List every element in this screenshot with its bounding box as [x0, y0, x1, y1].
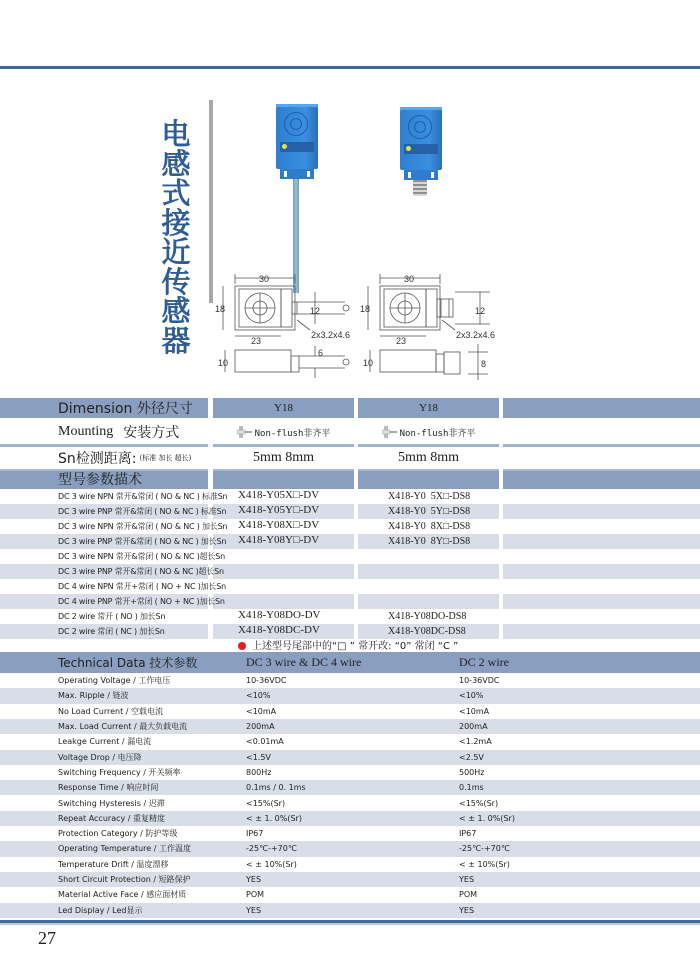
model-description: DC 3 wire NPN 常开&常闭 ( NO & NC )超长Sn — [58, 552, 226, 561]
sn-sublabel: (标准 加长 超长) — [139, 454, 192, 462]
model-description: DC 3 wire PNP 常开&常闭 ( NO & NC ) 加长Sn — [58, 537, 227, 546]
dim-pitch: 12 — [475, 306, 486, 316]
value-dc3-dc4: 0.1ms / 0. 1ms — [246, 783, 306, 793]
value-dc2: <15%(Sr) — [459, 798, 499, 808]
non-flush-mount-icon — [382, 426, 398, 438]
value-dc2: <10% — [459, 691, 484, 701]
value-dc2: POM — [459, 890, 478, 900]
technical-row — [0, 673, 700, 688]
model-header-label: 型号参数描术 — [58, 472, 142, 488]
model-row — [0, 564, 700, 579]
value-dc3-dc4: IP67 — [246, 829, 264, 839]
sensing-distance-label — [58, 447, 191, 469]
title-char: 感 — [161, 146, 191, 181]
value-dc3-dc4: YES — [246, 875, 262, 885]
dimension-row — [0, 398, 700, 418]
model-suffix-note — [238, 637, 458, 652]
value-dc3-dc4: 10-36VDC — [246, 676, 287, 686]
technical-row — [0, 734, 700, 749]
model-code-ds8: X418-Y08DC-DS8 — [388, 626, 466, 637]
model-code-dv: X418-Y05X□-DV — [238, 488, 320, 501]
dim-height: 18 — [360, 304, 371, 314]
note-text: 上述型号尾部中的“□ ” 常开改: “0” 常闭 “C ” — [252, 641, 459, 652]
value-dc2: YES — [459, 905, 475, 915]
technical-header-col2: DC 2 wire — [459, 655, 509, 669]
led-indicator — [406, 146, 411, 151]
model-description: DC 2 wire 常开 ( NO ) 加长Sn — [58, 612, 166, 621]
value-dc3-dc4: <0.01mA — [246, 737, 284, 747]
value-dc3-dc4: POM — [246, 890, 265, 900]
parameter-name: Temperature Drift / 温度漂移 — [58, 859, 169, 869]
dim-height: 18 — [215, 304, 226, 314]
model-code-dv: X418-Y08DC-DV — [238, 623, 320, 636]
value-dc3-dc4: YES — [246, 905, 262, 915]
value-dc3-dc4: -25℃-+70℃ — [246, 844, 297, 854]
dimension-col1: Y18 — [274, 402, 293, 414]
sensor-photo-connector — [397, 107, 447, 197]
mounting-value: Non-flush非齐平 — [399, 428, 476, 439]
parameter-name: No Load Current / 空载电流 — [58, 706, 163, 716]
parameter-name: Short Circuit Protection / 短路保护 — [58, 875, 191, 885]
technical-row — [0, 780, 700, 795]
model-header-row — [0, 469, 700, 489]
technical-row — [0, 719, 700, 734]
model-description: DC 2 wire 常闭 ( NC ) 加长Sn — [58, 627, 165, 636]
model-row — [0, 579, 700, 594]
title-char: 器 — [161, 323, 191, 358]
dim-cable: 6 — [318, 348, 324, 358]
model-code-ds8: X418-Y0 5X□-DS8 — [388, 491, 471, 502]
parameter-name: Max. Ripple / 链波 — [58, 691, 129, 701]
led-indicator — [282, 144, 287, 149]
value-dc2: 200mA — [459, 722, 488, 732]
value-dc2: < ± 1. 0%(Sr) — [459, 813, 515, 823]
value-dc2: -25℃-+70℃ — [459, 844, 510, 854]
dim-width: 30 — [259, 274, 270, 284]
technical-row — [0, 811, 700, 826]
title-char: 接 — [161, 205, 191, 240]
mounting-label-en: Mounting — [58, 424, 114, 439]
value-dc3-dc4: <10mA — [246, 706, 277, 716]
technical-row — [0, 857, 700, 872]
model-row — [0, 534, 700, 549]
model-code-dv: X418-Y08Y□-DV — [238, 533, 320, 546]
dim-thickness: 10 — [218, 358, 229, 368]
technical-row — [0, 826, 700, 841]
technical-row — [0, 841, 700, 856]
value-dc2: <2.5V — [459, 752, 484, 762]
technical-row — [0, 872, 700, 887]
sensing-distance-row — [0, 447, 700, 469]
top-rule — [0, 66, 700, 69]
technical-row — [0, 765, 700, 780]
model-row — [0, 549, 700, 564]
mounting-col1 — [213, 420, 354, 444]
dim-connector: 8 — [481, 359, 487, 369]
bottom-rule — [0, 920, 700, 923]
mounting-row — [0, 420, 700, 444]
title-char: 式 — [161, 176, 191, 210]
dim-width: 30 — [404, 274, 415, 284]
value-dc2: 10-36VDC — [459, 676, 500, 686]
model-description: DC 4 wire PNP 常开+常闭 ( NO + NC )加长Sn — [58, 597, 225, 606]
value-dc3-dc4: <15%(Sr) — [246, 798, 286, 808]
technical-row — [0, 704, 700, 719]
technical-row — [0, 795, 700, 810]
title-char: 电 — [161, 117, 191, 151]
red-bullet-icon — [238, 642, 246, 650]
dim-inner: 23 — [251, 336, 262, 346]
dim-holes: 2x3.2x4.6 — [311, 330, 351, 340]
page-number: 27 — [38, 928, 56, 948]
value-dc2: <1.2mA — [459, 737, 492, 747]
model-code-ds8: X418-Y0 8Y□-DS8 — [388, 536, 471, 547]
page-title — [160, 117, 192, 358]
title-char: 传 — [161, 264, 191, 299]
title-char: 近 — [161, 235, 191, 269]
model-row — [0, 594, 700, 609]
model-row — [0, 489, 700, 504]
dim-holes: 2x3.2x4.6 — [456, 330, 496, 340]
parameter-name: Voltage Drop / 电压降 — [58, 752, 142, 762]
technical-row — [0, 750, 700, 765]
parameter-name: Response Time / 响应时间 — [58, 783, 159, 793]
model-description: DC 3 wire NPN 常开&常闭 ( NO & NC ) 加长Sn — [58, 522, 228, 531]
value-dc3-dc4: <1.5V — [246, 752, 271, 762]
value-dc3-dc4: < ± 10%(Sr) — [246, 859, 297, 869]
model-code-dv: X418-Y08X□-DV — [238, 518, 320, 531]
value-dc2: < ± 10%(Sr) — [459, 859, 510, 869]
dim-thickness: 10 — [363, 358, 374, 368]
sensor-photo-cable — [272, 104, 322, 254]
technical-row — [0, 887, 700, 902]
model-description: DC 4 wire NPN 常开+常闭 ( NO + NC )加长Sn — [58, 582, 226, 591]
mounting-col2 — [358, 420, 499, 444]
technical-row — [0, 903, 700, 918]
sn-col2: 5mm 8mm — [397, 450, 460, 465]
value-dc3-dc4: 200mA — [246, 722, 275, 732]
value-dc2: YES — [459, 875, 475, 885]
mounting-label-zh: 安装方式 — [123, 425, 180, 441]
dimension-label: Dimension 外径尺寸 — [58, 401, 193, 417]
value-dc3-dc4: 800Hz — [246, 767, 272, 777]
parameter-name: Protection Category / 防护等级 — [58, 829, 178, 839]
model-code-dv: X418-Y05Y□-DV — [238, 503, 320, 516]
model-code-ds8: X418-Y08DO-DS8 — [388, 611, 467, 622]
parameter-name: Led Display / Led显示 — [58, 905, 143, 915]
model-code-ds8: X418-Y0 5Y□-DS8 — [388, 506, 471, 517]
model-description: DC 3 wire PNP 常开&常闭 ( NO & NC )超长Sn — [58, 567, 224, 576]
mounting-label — [58, 420, 179, 444]
technical-header-row — [0, 652, 700, 673]
parameter-name: Operating Temperature / 工作温度 — [58, 844, 191, 854]
dimension-drawing-cable — [215, 272, 355, 382]
value-dc3-dc4: < ± 1. 0%(Sr) — [246, 813, 302, 823]
technical-header-col1: DC 3 wire & DC 4 wire — [246, 655, 362, 669]
non-flush-mount-icon — [237, 426, 253, 438]
parameter-name: Switching Hysteresis / 迟滞 — [58, 798, 165, 808]
sn-label: Sn检测距离: — [58, 451, 137, 467]
model-description: DC 3 wire NPN 常开&常闭 ( NO & NC ) 标准Sn — [58, 492, 228, 501]
model-row — [0, 519, 700, 534]
parameter-name: Switching Frequency / 开关频率 — [58, 767, 181, 777]
parameter-name: Repeat Accuracy / 重复精度 — [58, 813, 166, 823]
parameter-name: Material Active Face / 感应面材质 — [58, 890, 187, 900]
value-dc2: 0.1ms — [459, 783, 484, 793]
model-description: DC 3 wire PNP 常开&常闭 ( NO & NC ) 标准Sn — [58, 507, 227, 516]
value-dc2: <10mA — [459, 706, 490, 716]
model-row — [0, 609, 700, 624]
technical-header-label: Technical Data 技术参数 — [58, 656, 198, 670]
title-divider-bar — [209, 100, 213, 303]
dimension-col2: Y18 — [419, 402, 438, 414]
parameter-name: Operating Voltage / 工作电压 — [58, 676, 171, 686]
dim-pitch: 12 — [310, 306, 321, 316]
sn-col1: 5mm 8mm — [252, 450, 315, 465]
model-row — [0, 504, 700, 519]
dim-inner: 23 — [396, 336, 407, 346]
value-dc2: IP67 — [459, 829, 477, 839]
dimension-drawing-connector — [360, 272, 505, 382]
parameter-name: Leakge Current / 漏电流 — [58, 737, 152, 747]
model-code-dv: X418-Y08DO-DV — [238, 608, 321, 621]
parameter-name: Max. Load Current / 最大负载电流 — [58, 722, 188, 732]
technical-row — [0, 688, 700, 703]
m8-connector — [413, 180, 427, 196]
mounting-value: Non-flush非齐平 — [254, 428, 331, 439]
value-dc3-dc4: <10% — [246, 691, 271, 701]
model-code-ds8: X418-Y0 8X□-DS8 — [388, 521, 471, 532]
title-char: 感 — [161, 294, 191, 328]
value-dc2: 500Hz — [459, 767, 485, 777]
